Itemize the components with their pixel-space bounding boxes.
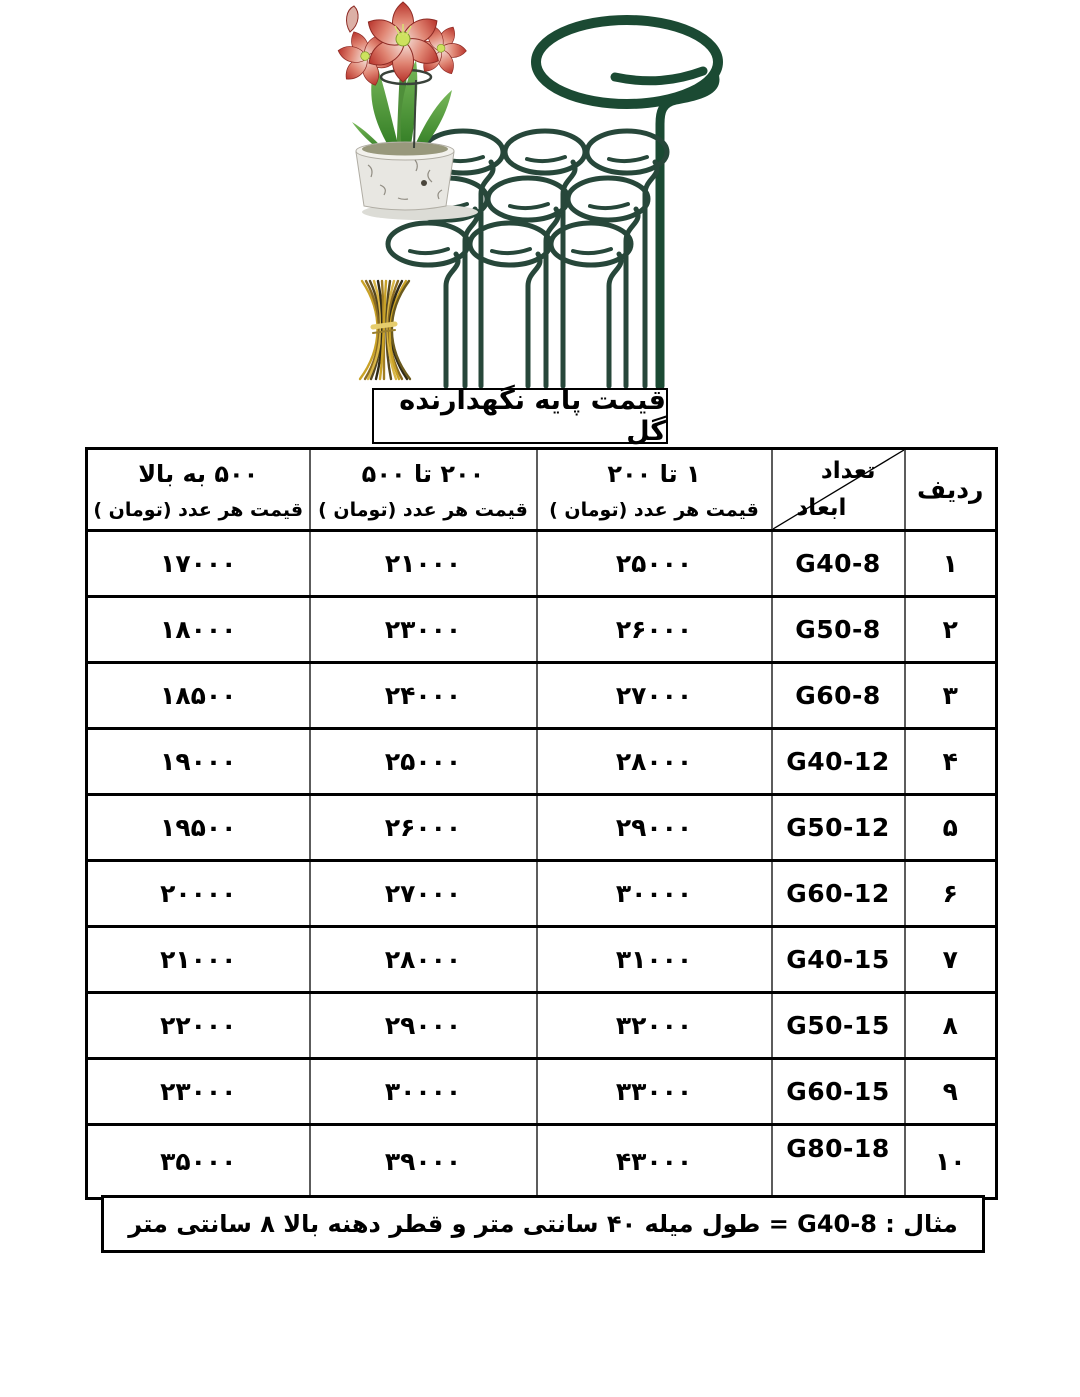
price-tier2: ۲۵۰۰۰	[310, 729, 537, 795]
row-number: ۲	[905, 597, 997, 663]
row-number: ۳	[905, 663, 997, 729]
price-tier1: ۳۳۰۰۰	[537, 1059, 772, 1125]
bamboo-bundle	[360, 281, 410, 379]
price-tier1: ۳۲۰۰۰	[537, 993, 772, 1059]
price-tier1: ۲۵۰۰۰	[537, 531, 772, 597]
header-quantity-dimensions	[772, 449, 905, 531]
header-tier1	[537, 449, 772, 531]
price-tier1: ۲۸۰۰۰	[537, 729, 772, 795]
price-tier3: ۱۸۰۰۰	[87, 597, 310, 663]
price-tier2: ۲۳۰۰۰	[310, 597, 537, 663]
price-tier1: ۳۱۰۰۰	[537, 927, 772, 993]
row-number: ۷	[905, 927, 997, 993]
table-row	[87, 795, 997, 861]
row-number: ۴	[905, 729, 997, 795]
price-tier1: ۲۹۰۰۰	[537, 795, 772, 861]
header-quantity-label: تعداد	[820, 458, 876, 484]
header-tier2	[310, 449, 537, 531]
row-number: ۸	[905, 993, 997, 1059]
table-row	[87, 927, 997, 993]
model-code: G40-15	[772, 927, 905, 993]
table-row	[87, 663, 997, 729]
price-tier3: ۲۰۰۰۰	[87, 861, 310, 927]
price-tier3: ۱۷۰۰۰	[87, 531, 310, 597]
product-illustration	[0, 0, 1080, 392]
model-code: G60-12	[772, 861, 905, 927]
price-tier2: ۲۸۰۰۰	[310, 927, 537, 993]
model-code: G80-18	[772, 1125, 905, 1199]
price-tier2: ۲۶۰۰۰	[310, 795, 537, 861]
model-code: G40-8	[772, 531, 905, 597]
row-number: ۹	[905, 1059, 997, 1125]
header-tier2-unit: قیمت هر عدد (تومان )	[318, 498, 528, 521]
price-table-body	[87, 531, 997, 1199]
price-tier3: ۱۹۵۰۰	[87, 795, 310, 861]
model-code: G40-12	[772, 729, 905, 795]
row-number: ۱۰	[905, 1125, 997, 1199]
row-number: ۱	[905, 531, 997, 597]
row-number: ۶	[905, 861, 997, 927]
model-code: G50-15	[772, 993, 905, 1059]
table-row	[87, 1059, 997, 1125]
table-row	[87, 729, 997, 795]
price-tier3: ۲۱۰۰۰	[87, 927, 310, 993]
header-tier2-range: ۲۰۰ تا ۵۰۰	[361, 460, 485, 489]
price-tier3: ۲۳۰۰۰	[87, 1059, 310, 1125]
model-code: G50-12	[772, 795, 905, 861]
table-row	[87, 993, 997, 1059]
model-code: G60-15	[772, 1059, 905, 1125]
header-tier3	[87, 449, 310, 531]
row-number: ۵	[905, 795, 997, 861]
model-code: G60-8	[772, 663, 905, 729]
header-row-number: ردیف	[905, 449, 997, 531]
price-table	[85, 447, 998, 1200]
header-tier3-unit: قیمت هر عدد (تومان )	[93, 498, 304, 521]
header-tier3-range: ۵۰۰ به بالا	[138, 460, 259, 489]
page-title: قیمت پایه نگهدارنده گل	[372, 388, 668, 444]
price-tier2: ۲۴۰۰۰	[310, 663, 537, 729]
price-tier2: ۲۱۰۰۰	[310, 531, 537, 597]
header-tier1-range: ۱ تا ۲۰۰	[607, 460, 701, 489]
price-tier2: ۳۹۰۰۰	[310, 1125, 537, 1199]
price-tier1: ۲۶۰۰۰	[537, 597, 772, 663]
header-dimensions-label: ابعاد	[796, 495, 847, 521]
table-row	[87, 531, 997, 597]
price-tier1: ۴۳۰۰۰	[537, 1125, 772, 1199]
product-illustration-svg	[0, 0, 1080, 392]
price-tier3: ۱۹۰۰۰	[87, 729, 310, 795]
price-tier3: ۱۸۵۰۰	[87, 663, 310, 729]
price-tier3: ۲۲۰۰۰	[87, 993, 310, 1059]
example-note: مثال : G40-8 = طول میله ۴۰ سانتی متر و قطر دهنه بالا ۸ سانتی متر	[101, 1195, 985, 1253]
price-tier2: ۳۰۰۰۰	[310, 1059, 537, 1125]
table-row	[87, 1125, 997, 1199]
price-tier3: ۳۵۰۰۰	[87, 1125, 310, 1199]
table-row	[87, 597, 997, 663]
price-tier2: ۲۹۰۰۰	[310, 993, 537, 1059]
price-tier1: ۲۷۰۰۰	[537, 663, 772, 729]
header-tier1-unit: قیمت هر عدد (تومان )	[549, 498, 759, 521]
table-row	[87, 861, 997, 927]
model-code: G50-8	[772, 597, 905, 663]
flower-pot-illustration	[327, 2, 478, 220]
price-tier1: ۳۰۰۰۰	[537, 861, 772, 927]
price-tier2: ۲۷۰۰۰	[310, 861, 537, 927]
price-table-header	[87, 449, 997, 531]
